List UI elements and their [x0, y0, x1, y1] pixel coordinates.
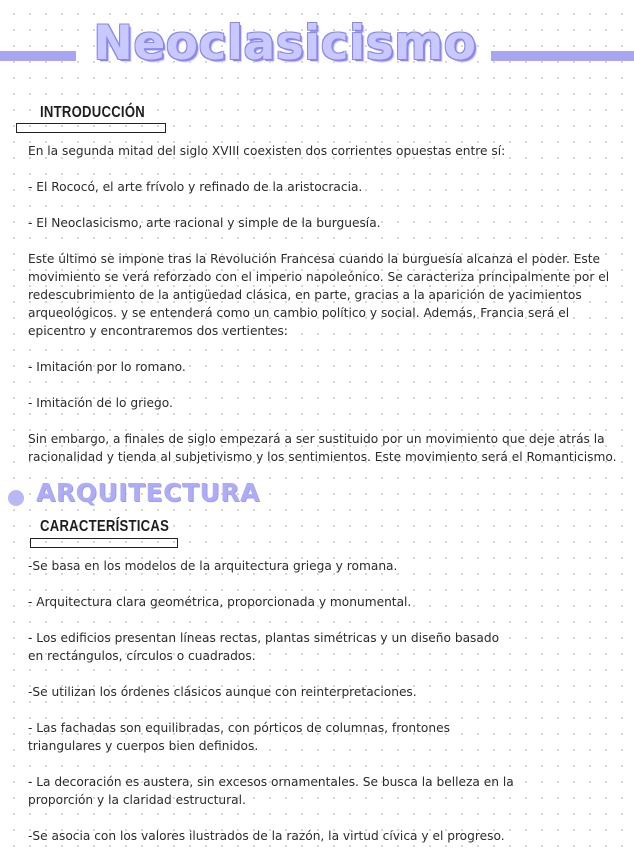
- characteristic-item: -Se basa en los modelos de la arquitectura griega y romana.: [28, 559, 398, 573]
- section-title-arquitectura: ARQUITECTURA: [36, 478, 260, 507]
- intro-paragraph: Sin embargo, a finales de siglo empezará a ser sustituido por un movimiento que deje atrás la racionalidad y tienda al subjetivismo y los sentimientos. Este movimiento será el Romanticismo.: [28, 432, 617, 464]
- characteristic-item: - Los edificios presentan líneas rectas, plantas simétricas y un diseño basado en rectángulos, círculos o cuadrados.: [28, 631, 500, 663]
- intro-heading: INTRODUCCIÓN: [40, 104, 145, 121]
- intro-paragraph: - Imitación de lo griego.: [28, 396, 173, 410]
- intro-paragraph: En la segunda mitad del siglo XVIII coexisten dos corrientes opuestas entre sí:: [28, 144, 506, 158]
- section-bullet-icon: [8, 490, 24, 506]
- characteristic-item: - La decoración es austera, sin excesos ornamentales. Se busca la belleza en la proporción y la claridad estructural.: [28, 775, 514, 807]
- intro-heading-box: [16, 123, 166, 133]
- intro-paragraph: - Imitación por lo romano.: [28, 360, 186, 374]
- title-bar-right: [491, 51, 634, 61]
- title-bar-left: [0, 51, 76, 61]
- intro-paragraph: - El Rococó, el arte frívolo y refinado de la aristocracia.: [28, 180, 363, 194]
- intro-text: [28, 142, 618, 466]
- characteristic-item: -Se asocia con los valores ilustrados de la razón, la virtud cívica y el progreso.: [28, 829, 505, 843]
- characteristic-item: - Las fachadas son equilibradas, con pórticos de columnas, frontones triangulares y cuerpos bien definidos.: [28, 721, 450, 753]
- title-banner: [0, 10, 634, 82]
- intro-paragraph: Este último se impone tras la Revolución Francesa cuando la burguesía alcanza el poder. Este movimiento se verá reforzado con el imperio napoleónico. Se caracteriza principalmente por el redescubrimiento de la antigüedad clásica, en parte, gracias a la aparición de yacimientos arqueológicos. y se entenderá como un cambio político y social. Además, Francia será el epicentro y encontraremos dos vertientes:: [28, 252, 610, 338]
- characteristic-item: - Arquitectura clara geométrica, proporcionada y monumental.: [28, 595, 412, 609]
- intro-paragraph: - El Neoclasicismo, arte racional y simple de la burguesía.: [28, 216, 381, 230]
- characteristics-heading: CARACTERÍSTICAS: [40, 518, 170, 535]
- architecture-text: [28, 557, 518, 845]
- characteristic-item: -Se utilizan los órdenes clásicos aunque con reinterpretaciones.: [28, 685, 417, 699]
- page-title: Neoclasicismo: [93, 16, 477, 71]
- characteristics-heading-box: [30, 538, 178, 548]
